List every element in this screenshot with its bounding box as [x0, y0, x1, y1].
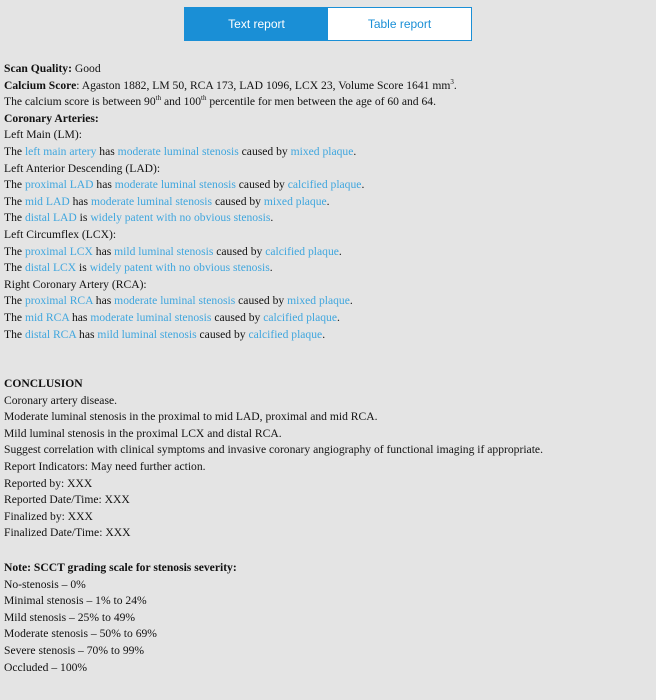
rca-title: Right Coronary Artery (RCA):	[4, 277, 147, 291]
note-heading: Note: SCCT grading scale for stenosis severity:	[4, 561, 237, 575]
calcium-score-line: Calcium Score: Agaston 1882, LM 50, RCA 173, LAD 1096, LCX 23, Volume Score 1641 $mm^3$.	[4, 77, 457, 92]
finding-distal-rca: The distal RCA has mild luminal stenosis caused by calcified plaque.	[4, 327, 326, 341]
percentile-text-b: and 100	[161, 95, 202, 109]
plaque-link[interactable]: calcified plaque	[265, 244, 339, 258]
segment-link[interactable]: proximal LCX	[24, 244, 93, 258]
grading-item: Minimal stenosis – 1% to 24%	[4, 594, 147, 608]
segment-link[interactable]: distal RCA	[24, 327, 77, 341]
percentile-text-a: The calcium score is between 90	[4, 95, 156, 109]
segment-link[interactable]: mid LAD	[24, 194, 70, 208]
grading-item: Moderate stenosis – 50% to 69%	[4, 627, 157, 641]
plaque-link[interactable]: calcified plaque	[248, 327, 323, 341]
segment-link[interactable]: proximal LAD	[24, 178, 94, 192]
finding-distal-lad: The distal LAD is widely patent with no obvious stenosis.	[4, 211, 274, 225]
severity-link[interactable]: widely patent with no obvious stenosis	[90, 211, 271, 225]
severity-link[interactable]: mild luminal stenosis	[114, 244, 214, 258]
finalized-by: Finalized by: XXX	[4, 509, 93, 523]
conclusion-line: Mild luminal stenosis in the proximal LCX and distal RCA.	[4, 426, 282, 440]
calcium-score-label: Calcium Score	[4, 78, 77, 92]
finding-proximal-lcx: The proximal LCX has mild luminal stenosis caused by calcified plaque.	[4, 244, 342, 258]
grading-item: Occluded – 100%	[4, 660, 88, 674]
scan-quality-line: Scan Quality: Good	[4, 62, 101, 75]
plaque-link[interactable]: calcified plaque	[287, 178, 362, 192]
severity-link[interactable]: widely patent with no obvious stenosis	[89, 261, 270, 275]
grading-item: Mild stenosis – 25% to 49%	[4, 610, 136, 624]
conclusion-line: Suggest correlation with clinical symptoms and invasive coronary angiography of functional imaging if appropriate.	[4, 443, 543, 457]
severity-link[interactable]: mild luminal stenosis	[97, 327, 197, 341]
percentile-text-c: percentile for men between the age of 60 and 64.	[206, 95, 436, 109]
scan-quality-label: Scan Quality	[4, 62, 69, 75]
segment-link[interactable]: distal LCX	[24, 261, 77, 275]
report-tabs	[184, 7, 472, 41]
finding-lm: The left main artery has moderate luminal stenosis caused by mixed plaque.	[4, 144, 357, 158]
reported-datetime: Reported Date/Time: XXX	[4, 493, 130, 507]
lad-title: Left Anterior Descending (LAD):	[4, 161, 161, 175]
tab-text-report[interactable]: Text report	[185, 8, 328, 40]
plaque-link[interactable]: mixed plaque	[290, 144, 354, 158]
reported-by: Reported by: XXX	[4, 476, 93, 490]
coronary-heading: Coronary Arteries:	[4, 111, 99, 125]
plaque-link[interactable]: mixed plaque	[263, 194, 327, 208]
calcium-percentile-line	[4, 94, 656, 111]
lm-title: Left Main (LM):	[4, 128, 82, 142]
tab-table-report[interactable]: Table report	[328, 8, 471, 40]
plaque-link[interactable]: mixed plaque	[287, 294, 350, 308]
severity-link[interactable]: moderate luminal stenosis	[117, 144, 239, 158]
report-indicators: Report Indicators: May need further action.	[4, 460, 206, 474]
percentile-sup-a: th	[155, 94, 162, 103]
finding-distal-lcx: The distal LCX is widely patent with no obvious stenosis.	[4, 261, 273, 275]
segment-link[interactable]: distal LAD	[24, 211, 77, 225]
scan-quality-value: Good	[74, 62, 101, 75]
segment-link[interactable]: proximal RCA	[24, 294, 93, 308]
plaque-link[interactable]: calcified plaque	[263, 310, 337, 324]
segment-link[interactable]: mid RCA	[24, 310, 70, 324]
report-body	[4, 61, 656, 676]
finalized-datetime: Finalized Date/Time: XXX	[4, 526, 131, 540]
grading-item: No-stenosis – 0%	[4, 577, 86, 591]
finding-proximal-rca: The proximal RCA has moderate luminal stenosis caused by mixed plaque.	[4, 294, 353, 308]
calcium-unit-sup: 3	[450, 77, 454, 86]
finding-mid-lad: The mid LAD has moderate luminal stenosis caused by mixed plaque.	[4, 194, 330, 208]
finding-mid-rca: The mid RCA has moderate luminal stenosis caused by calcified plaque.	[4, 310, 340, 324]
calcium-score-value: Agaston 1882, LM 50, RCA 173, LAD 1096, LCX 23, Volume Score 1641 mm	[81, 78, 451, 92]
finding-proximal-lad: The proximal LAD has moderate luminal stenosis caused by calcified plaque.	[4, 178, 365, 192]
grading-item: Severe stenosis – 70% to 99%	[4, 644, 145, 657]
conclusion-heading: CONCLUSION	[4, 377, 83, 391]
lcx-title: Left Circumflex (LCX):	[4, 227, 117, 241]
conclusion-line: Coronary artery disease.	[4, 393, 117, 407]
severity-link[interactable]: moderate luminal stenosis	[90, 310, 212, 324]
severity-link[interactable]: moderate luminal stenosis	[114, 294, 236, 308]
percentile-sup-b: th	[201, 94, 207, 103]
conclusion-line: Moderate luminal stenosis in the proximal to mid LAD, proximal and mid RCA.	[4, 410, 378, 424]
severity-link[interactable]: moderate luminal stenosis	[90, 194, 213, 208]
severity-link[interactable]: moderate luminal stenosis	[114, 178, 236, 192]
segment-link[interactable]: left main artery	[24, 144, 97, 158]
